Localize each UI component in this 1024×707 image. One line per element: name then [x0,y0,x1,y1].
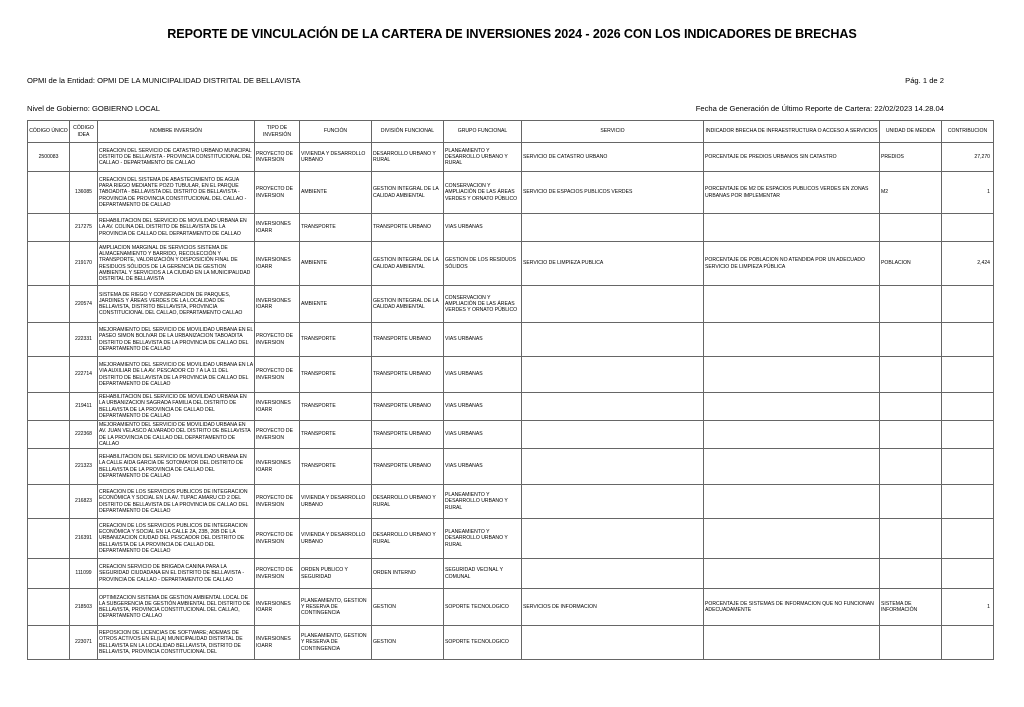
cell-codigo-unico [28,626,70,660]
cell-division-funcional: DESARROLLO URBANO Y RURAL [372,519,444,559]
cell-tipo-inversion: INVERSIONES IOARR [255,214,300,242]
cell-tipo-inversion: INVERSIONES IOARR [255,286,300,323]
report-title: REPORTE DE VINCULACIÓN DE LA CARTERA DE INVERSIONES 2024 - 2026 CON LOS INDICADORES DE BRECHAS [167,27,857,41]
cell-codigo-idea [70,143,98,172]
cell-codigo-idea: 217275 [70,214,98,242]
cell-unidad-medida [880,421,942,449]
cell-codigo-idea: 136085 [70,172,98,214]
cell-nombre-inversion: MEJORAMIENTO DEL SERVICIO DE MOVILIDAD URBANA EN EL PASEO SIMON BOLIVAR DE LA URBANIZACION TABOADITA DISTRITO DE BELLAVISTA DE LA PROVINCIA DE CALLAO DEL DEPARTAMENTO DE CALLAO [98,323,255,357]
cell-grupo-funcional: VÍAS URBANAS [444,357,522,393]
header-contribucion: CONTRIBUCION [942,121,994,143]
cell-division-funcional: TRANSPORTE URBANO [372,449,444,485]
cell-servicio [522,393,704,421]
cell-funcion: TRANSPORTE [300,357,372,393]
table-row [28,323,994,357]
cell-grupo-funcional: VÍAS URBANAS [444,449,522,485]
cell-division-funcional: ORDEN INTERNO [372,559,444,589]
cell-tipo-inversion: INVERSIONES IOARR [255,589,300,626]
cell-grupo-funcional: GESTIÓN DE LOS RESIDUOS SÓLIDOS [444,242,522,286]
cell-grupo-funcional: CONSERVACIÓN Y AMPLIACIÓN DE LAS ÁREAS VERDES Y ORNATO PÚBLICO [444,286,522,323]
opmi-entity: OPMI de la Entidad: OPMI DE LA MUNICIPALIDAD DISTRITAL DE BELLAVISTA [27,76,301,85]
cell-contribucion [942,421,994,449]
cell-indicador-brecha [704,357,880,393]
government-level: Nivel de Gobierno: GOBIERNO LOCAL [27,104,160,113]
cell-grupo-funcional: SOPORTE TECNOLÓGICO [444,589,522,626]
table-row [28,485,994,519]
table-row [28,519,994,559]
cell-unidad-medida [880,485,942,519]
cell-servicio: SERVICIOS DE INFORMACIÓN [522,589,704,626]
cell-servicio: SERVICIO DE CATASTRO URBANO [522,143,704,172]
cell-nombre-inversion: REHABILITACIÓN DEL SERVICIO DE MOVILIDAD URBANA EN LA AV. COLINA DEL DISTRITO DE BELLAVISTA DE LA PROVINCIA DE CALLAO DEL DEPARTAMENTO DE CALLAO [98,214,255,242]
page-number: Pág. 1 de 2 [905,76,944,85]
cell-grupo-funcional: VÍAS URBANAS [444,214,522,242]
cell-funcion: VIVIENDA Y DESARROLLO URBANO [300,485,372,519]
header-division-funcional: DIVISIÓN FUNCIONAL [372,121,444,143]
cell-indicador-brecha [704,393,880,421]
cell-division-funcional: GESTIÓN INTEGRAL DE LA CALIDAD AMBIENTAL [372,286,444,323]
cell-unidad-medida [880,357,942,393]
cell-servicio [522,519,704,559]
cell-codigo-unico [28,242,70,286]
cell-contribucion [942,323,994,357]
cell-tipo-inversion: INVERSIONES IOARR [255,393,300,421]
cell-codigo-unico [28,357,70,393]
cell-unidad-medida: POBLACIÓN [880,242,942,286]
cell-funcion: TRANSPORTE [300,323,372,357]
cell-nombre-inversion: CREACION DE LOS SERVICIOS PÚBLICOS DE INTEGRACIÓN ECONÓMICA Y SOCIAL EN LA AV. TUPAC AMARU CD 2 DEL DISTRITO DE BELLAVISTA DE LA PROVINCIA DE CALLAO DEL DEPARTAMENTO DE CALLAO [98,485,255,519]
cell-grupo-funcional: VÍAS URBANAS [444,421,522,449]
header-funcion: FUNCIÓN [300,121,372,143]
cell-funcion: AMBIENTE [300,286,372,323]
header-indicador-brecha: INDICADOR BRECHA DE INFRAESTRUCTURA O ACCESO A SERVICIOS [704,121,880,143]
cell-grupo-funcional: SOPORTE TECNOLÓGICO [444,626,522,660]
cell-servicio: SERVICIO DE ESPACIOS PÚBLICOS VERDES [522,172,704,214]
cell-nombre-inversion: REPOSICIÓN DE LICENCIAS DE SOFTWARE; ADEMÁS DE OTROS ACTIVOS EN EL(LA) MUNICIPALIDAD DISTRITAL DE BELLAVISTA EN LA LOCALIDAD BELLAVISTA, DISTRITO DE BELLAVISTA, PROVINCIA CONSTITUCIONAL DEL [98,626,255,660]
table-row [28,421,994,449]
cell-contribucion: 27,270 [942,143,994,172]
cell-servicio [522,559,704,589]
header-codigo-unico: CÓDIGO ÚNICO [28,121,70,143]
header-unidad-medida: UNIDAD DE MEDIDA [880,121,942,143]
cell-indicador-brecha [704,449,880,485]
header-codigo-idea: CÓDIGO IDEA [70,121,98,143]
cell-tipo-inversion: INVERSIONES IOARR [255,626,300,660]
cell-servicio [522,421,704,449]
cell-grupo-funcional: VÍAS URBANAS [444,393,522,421]
cell-funcion: PLANEAMIENTO, GESTIÓN Y RESERVA DE CONTINGENCIA [300,589,372,626]
cell-funcion: AMBIENTE [300,242,372,286]
cell-unidad-medida [880,393,942,421]
cell-unidad-medida [880,559,942,589]
cell-unidad-medida [880,626,942,660]
cell-codigo-unico [28,421,70,449]
cell-tipo-inversion: PROYECTO DE INVERSION [255,172,300,214]
cell-servicio [522,626,704,660]
cell-servicio [522,286,704,323]
cell-nombre-inversion: CREACION DEL SERVICIO DE CATASTRO URBANO MUNICIPAL DISTRITO DE BELLAVISTA - PROVINCIA CONSTITUCIONAL DEL CALLAO - DEPARTAMENTO DE CALLAO [98,143,255,172]
cell-indicador-brecha: PORCENTAJE DE PREDIOS URBANOS SIN CATASTRO [704,143,880,172]
cell-codigo-idea: 222331 [70,323,98,357]
cell-division-funcional: TRANSPORTE URBANO [372,357,444,393]
cell-servicio [522,449,704,485]
cell-codigo-unico [28,485,70,519]
cell-division-funcional: GESTIÓN INTEGRAL DE LA CALIDAD AMBIENTAL [372,172,444,214]
cell-division-funcional: TRANSPORTE URBANO [372,323,444,357]
cell-codigo-idea: 222714 [70,357,98,393]
cell-contribucion: 1 [942,589,994,626]
cell-codigo-idea: 218503 [70,589,98,626]
table-row [28,214,994,242]
cell-contribucion [942,626,994,660]
table-row [28,286,994,323]
cell-grupo-funcional: PLANEAMIENTO Y DESARROLLO URBANO Y RURAL [444,519,522,559]
cell-grupo-funcional: CONSERVACIÓN Y AMPLIACIÓN DE LAS ÁREAS VERDES Y ORNATO PÚBLICO [444,172,522,214]
cell-indicador-brecha: PORCENTAJE DE M2 DE ESPACIOS PÚBLICOS VERDES EN ZONAS URBANAS POR IMPLEMENTAR [704,172,880,214]
table-row [28,589,994,626]
header-servicio: SERVICIO [522,121,704,143]
cell-codigo-unico [28,172,70,214]
cell-indicador-brecha [704,286,880,323]
table-row [28,357,994,393]
cell-servicio [522,214,704,242]
cell-contribucion [942,449,994,485]
cell-contribucion [942,393,994,421]
cell-servicio [522,357,704,393]
cell-contribucion [942,214,994,242]
cell-unidad-medida [880,286,942,323]
cell-nombre-inversion: SISTEMA DE RIEGO Y CONSERVACIÓN DE PARQUES, JARDINES Y ÁREAS VERDES DE LA LOCALIDAD DE BELLAVISTA, DISTRITO BELLAVISTA, PROVINCIA CONSTITUCIONAL DEL CALLAO, DEPARTAMENTO CALLAO [98,286,255,323]
table-row [28,172,994,214]
cell-division-funcional: GESTIÓN INTEGRAL DE LA CALIDAD AMBIENTAL [372,242,444,286]
cell-division-funcional: DESARROLLO URBANO Y RURAL [372,485,444,519]
cell-nombre-inversion: CREACION SERVICIO DE BRIGADA CANINA PARA LA SEGURIDAD CIUDADANA EN EL DISTRITO DE BELLAVISTA - PROVINCIA DE CALLAO - DEPARTAMENTO DE CALLAO [98,559,255,589]
cell-codigo-idea: 219170 [70,242,98,286]
cell-tipo-inversion: PROYECTO DE INVERSION [255,323,300,357]
cell-codigo-idea: 219411 [70,393,98,421]
cell-funcion: VIVIENDA Y DESARROLLO URBANO [300,519,372,559]
table-row [28,242,994,286]
cell-indicador-brecha: PORCENTAJE DE POBLACIÓN NO ATENDIDA POR UN ADECUADO SERVICIO DE LIMPIEZA PÚBLICA [704,242,880,286]
cell-contribucion [942,286,994,323]
cell-funcion: TRANSPORTE [300,393,372,421]
cell-contribucion [942,485,994,519]
cell-contribucion [942,357,994,393]
table-row [28,626,994,660]
header-nombre-inversion: NOMBRE INVERSIÓN [98,121,255,143]
cell-indicador-brecha: PORCENTAJE DE SISTEMAS DE INFORMACIÓN QUE NO FUNCIONAN ADECUADAMENTE [704,589,880,626]
cell-division-funcional: TRANSPORTE URBANO [372,421,444,449]
cell-grupo-funcional: PLANEAMIENTO Y DESARROLLO URBANO Y RURAL [444,143,522,172]
cell-unidad-medida [880,449,942,485]
cell-nombre-inversion: MEJORAMIENTO DEL SERVICIO DE MOVILIDAD URBANA EN LA VIA AUXILIAR DE LA AV. PESCADOR CD 7 A LA 11 DEL DISTRITO DE BELLAVISTA DE LA PROVINCIA DE CALLAO DEL DEPARTAMENTO DE CALLAO [98,357,255,393]
cell-indicador-brecha [704,519,880,559]
cell-unidad-medida: PREDIOS [880,143,942,172]
cell-servicio [522,323,704,357]
cell-funcion: TRANSPORTE [300,421,372,449]
cell-codigo-idea: 223071 [70,626,98,660]
cell-division-funcional: GESTIÓN [372,589,444,626]
cell-codigo-unico [28,559,70,589]
cell-codigo-idea: 221323 [70,449,98,485]
table-row [28,449,994,485]
cell-funcion: PLANEAMIENTO, GESTIÓN Y RESERVA DE CONTINGENCIA [300,626,372,660]
cell-codigo-idea: 216823 [70,485,98,519]
table-row [28,393,994,421]
investment-table [27,120,994,660]
cell-tipo-inversion: PROYECTO DE INVERSION [255,421,300,449]
table-row [28,559,994,589]
cell-nombre-inversion: MEJORAMIENTO DEL SERVICIO DE MOVILIDAD URBANA EN AV. JUAN VELASCO ALVARADO DEL DISTRITO DE BELLAVISTA DE LA PROVINCIA DE CALLAO DEL DEPARTAMENTO DE CALLAO [98,421,255,449]
cell-tipo-inversion: PROYECTO DE INVERSION [255,485,300,519]
cell-indicador-brecha [704,323,880,357]
cell-codigo-idea: 216391 [70,519,98,559]
cell-codigo-unico: 2500083 [28,143,70,172]
cell-unidad-medida [880,214,942,242]
cell-funcion: AMBIENTE [300,172,372,214]
cell-indicador-brecha [704,485,880,519]
cell-tipo-inversion: INVERSIONES IOARR [255,242,300,286]
cell-indicador-brecha [704,214,880,242]
cell-nombre-inversion: AMPLIACION MARGINAL DE SERVICIOS SISTEMA DE ALMACENAMIENTO Y BARRIDO, RECOLECCIÓN Y TRANSPORTE, VALORIZACIÓN Y DISPOSICIÓN FINAL DE RESIDUOS SÓLIDOS DE LA GERENCIA DE GESTION AMBIENTAL Y SERVICIOS A LA CIUDAD EN LA MUNICIPALIDAD DISTRITAL DE BELLAVISTA [98,242,255,286]
cell-tipo-inversion: PROYECTO DE INVERSION [255,519,300,559]
cell-tipo-inversion: PROYECTO DE INVERSION [255,357,300,393]
cell-nombre-inversion: CREACION DEL SISTEMA DE ABASTECIMIENTO DE AGUA PARA RIEGO MEDIANTE POZO TUBULAR, EN EL PARQUE TABOADITA - BELLAVISTA DEL DISTRITO DE BELLAVISTA - PROVINCIA DE PROVINCIA CONSTITUCIONAL DEL CALLAO - DEPARTAMENTO DE CALLAO [98,172,255,214]
cell-codigo-unico [28,519,70,559]
cell-division-funcional: TRANSPORTE URBANO [372,393,444,421]
cell-division-funcional: GESTIÓN [372,626,444,660]
generation-date: Fecha de Generación de Último Reporte de Cartera: 22/02/2023 14.28.04 [695,104,944,113]
cell-indicador-brecha [704,421,880,449]
cell-division-funcional: DESARROLLO URBANO Y RURAL [372,143,444,172]
cell-tipo-inversion: PROYECTO DE INVERSION [255,559,300,589]
cell-codigo-unico [28,214,70,242]
cell-codigo-unico [28,449,70,485]
cell-contribucion: 1 [942,172,994,214]
table-header-row [28,121,994,143]
cell-codigo-unico [28,323,70,357]
cell-funcion: TRANSPORTE [300,449,372,485]
cell-funcion: VIVIENDA Y DESARROLLO URBANO [300,143,372,172]
cell-indicador-brecha [704,626,880,660]
cell-funcion: ORDEN PÚBLICO Y SEGURIDAD [300,559,372,589]
cell-codigo-idea: 220574 [70,286,98,323]
cell-nombre-inversion: REHABILITACIÓN DEL SERVICIO DE MOVILIDAD URBANA EN LA CALLE AIDA GARCIA DE SOTOMAYOR DEL DISTRITO DE BELLAVISTA DE LA PROVINCIA DE CALLAO DEL DEPARTAMENTO DE CALLAO [98,449,255,485]
cell-grupo-funcional: VÍAS URBANAS [444,323,522,357]
cell-tipo-inversion: PROYECTO DE INVERSION [255,143,300,172]
cell-division-funcional: TRANSPORTE URBANO [372,214,444,242]
cell-servicio: SERVICIO DE LIMPIEZA PÚBLICA [522,242,704,286]
cell-servicio [522,485,704,519]
cell-codigo-idea: 111099 [70,559,98,589]
cell-grupo-funcional: SEGURIDAD VECINAL Y COMUNAL [444,559,522,589]
cell-codigo-unico [28,589,70,626]
cell-tipo-inversion: INVERSIONES IOARR [255,449,300,485]
cell-nombre-inversion: CREACION DE LOS SERVICIOS PÚBLICOS DE INTEGRACIÓN ECONÓMICA Y SOCIAL EN LA CALLE 2A, 23B, 26B DE LA URBANIZACION CIUDAD DEL PESCADOR DEL DISTRITO DE BELLAVISTA DE LA PROVINCIA DE CALLAO DEL DEPARTAMENTO DE CALLAO [98,519,255,559]
cell-codigo-idea: 222368 [70,421,98,449]
cell-unidad-medida: SISTEMA DE INFORMACIÓN [880,589,942,626]
cell-contribucion [942,519,994,559]
cell-unidad-medida [880,519,942,559]
cell-contribucion [942,559,994,589]
header-grupo-funcional: GRUPO FUNCIONAL [444,121,522,143]
cell-codigo-unico [28,286,70,323]
cell-codigo-unico [28,393,70,421]
cell-nombre-inversion: REHABILITACIÓN DEL SERVICIO DE MOVILIDAD URBANA EN LA URBANIZACION SAGRADA FAMILIA DEL DISTRITO DE BELLAVISTA DE LA PROVINCIA DE CALLAO DEL DEPARTAMENTO DE CALLAO [98,393,255,421]
cell-nombre-inversion: OPTIMIZACIÓN SISTEMA DE GESTIÓN AMBIENTAL LOCAL DE LA SUBGERENCIA DE GESTIÓN AMBIENTAL DEL DISTRITO DE BELLAVISTA, PROVINCIA CONSTITUCIONAL DEL CALLAO, DEPARTAMENTO CALLAO [98,589,255,626]
table-row [28,143,994,172]
cell-unidad-medida: M2 [880,172,942,214]
cell-indicador-brecha [704,559,880,589]
cell-grupo-funcional: PLANEAMIENTO Y DESARROLLO URBANO Y RURAL [444,485,522,519]
cell-unidad-medida [880,323,942,357]
cell-funcion: TRANSPORTE [300,214,372,242]
cell-contribucion: 2,424 [942,242,994,286]
header-tipo-inversion: TIPO DE INVERSIÓN [255,121,300,143]
